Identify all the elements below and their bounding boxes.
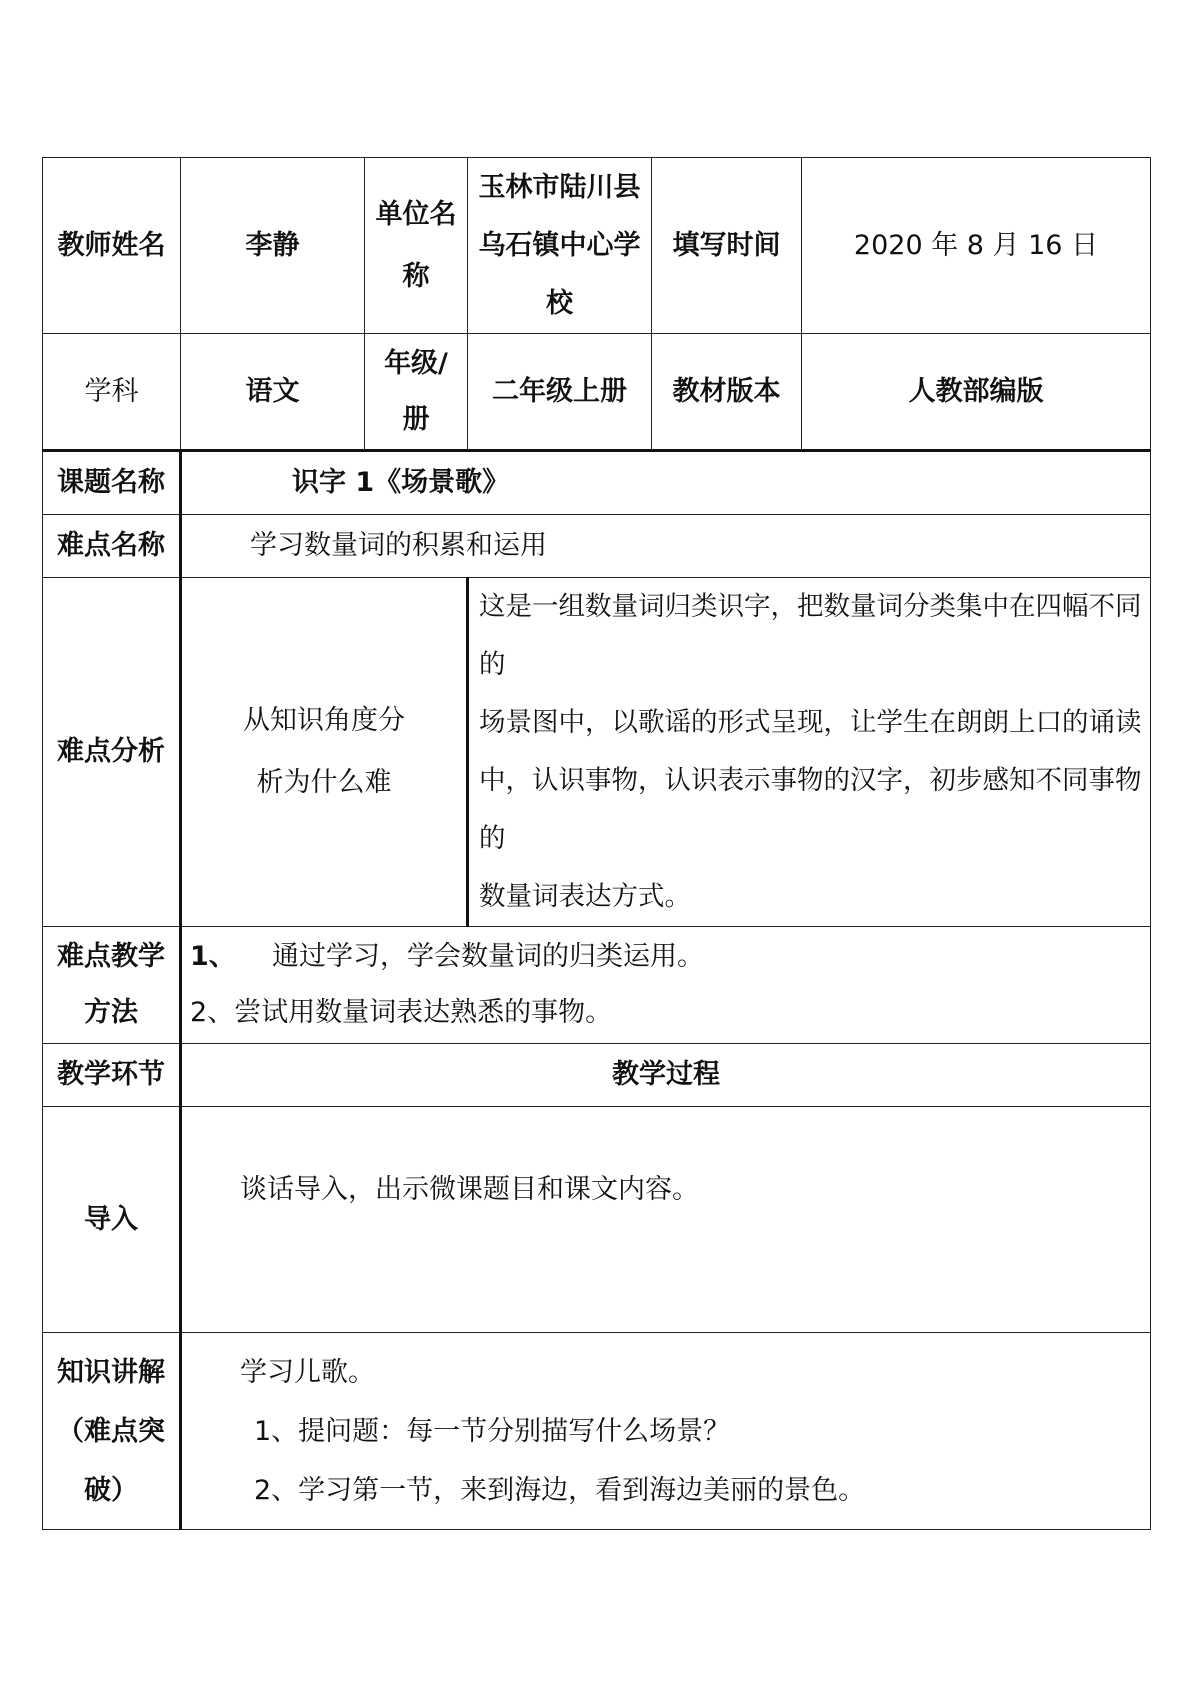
difficulty-label: 难点名称: [43, 515, 181, 578]
lesson-title-label: 课题名称: [43, 451, 181, 515]
unit-name-value: 玉林市陆川县 乌石镇中心学 校: [468, 158, 652, 334]
subject-label: 学科: [43, 334, 181, 451]
analysis-row: [43, 578, 1151, 927]
process-header: 教学过程: [181, 1044, 1151, 1107]
edition-value: 人教部编版: [802, 334, 1151, 451]
lesson-title-row: [43, 451, 1151, 515]
intro-text: 谈话导入，出示微课题目和课文内容。: [181, 1107, 1151, 1333]
lesson-plan-table: [42, 157, 1151, 1530]
intro-label: 导入: [43, 1107, 181, 1333]
teacher-info-row: [43, 158, 1151, 334]
teacher-name-value: 李静: [181, 158, 365, 334]
method-item-2: 2、尝试用数量词表达熟悉的事物。: [190, 997, 613, 1028]
grade-label: 年级/ 册: [365, 334, 468, 451]
difficulty-value: 学习数量词的积累和运用: [181, 515, 1151, 578]
method-label: 难点教学 方法: [43, 927, 181, 1044]
fill-date-label: 填写时间: [652, 158, 802, 334]
analysis-sub-label: 从知识角度分 析为什么难: [181, 578, 468, 927]
analysis-label: 难点分析: [43, 578, 181, 927]
subject-info-row: [43, 334, 1151, 451]
edition-label: 教材版本: [652, 334, 802, 451]
grade-value: 二年级上册: [468, 334, 652, 451]
lesson-title-value: 识字 1《场景歌》: [181, 451, 1151, 515]
process-header-row: [43, 1044, 1151, 1107]
explain-label: 知识讲解 （难点突 破）: [43, 1333, 181, 1530]
difficulty-row: [43, 515, 1151, 578]
subject-value: 语文: [181, 334, 365, 451]
fill-date-value: 2020 年 8 月 16 日: [802, 158, 1151, 334]
explain-content: [181, 1333, 1151, 1530]
method-row: [43, 927, 1151, 1044]
unit-name-label: 单位名 称: [365, 158, 468, 334]
method-item-1: 1、 通过学习，学会数量词的归类运用。: [190, 941, 704, 972]
explain-line: 1、提问题：每一节分别描写什么场景？: [254, 1415, 731, 1447]
explain-row: [43, 1333, 1151, 1530]
method-content: [181, 927, 1151, 1044]
intro-row: [43, 1107, 1151, 1333]
stage-header: 教学环节: [43, 1044, 181, 1107]
explain-line: 学习儿歌。: [240, 1356, 375, 1388]
analysis-text: 这是一组数量词归类识字，把数量词分类集中在四幅不同的 场景图中，以歌谣的形式呈现，让学生在朗朗上口的诵读 中，认识事物，认识表示事物的汉字，初步感知不同事物的 数量词表达方式。: [468, 578, 1151, 927]
teacher-name-label: 教师姓名: [43, 158, 181, 334]
explain-line: 2、学习第一节，来到海边，看到海边美丽的景色。: [254, 1474, 866, 1506]
